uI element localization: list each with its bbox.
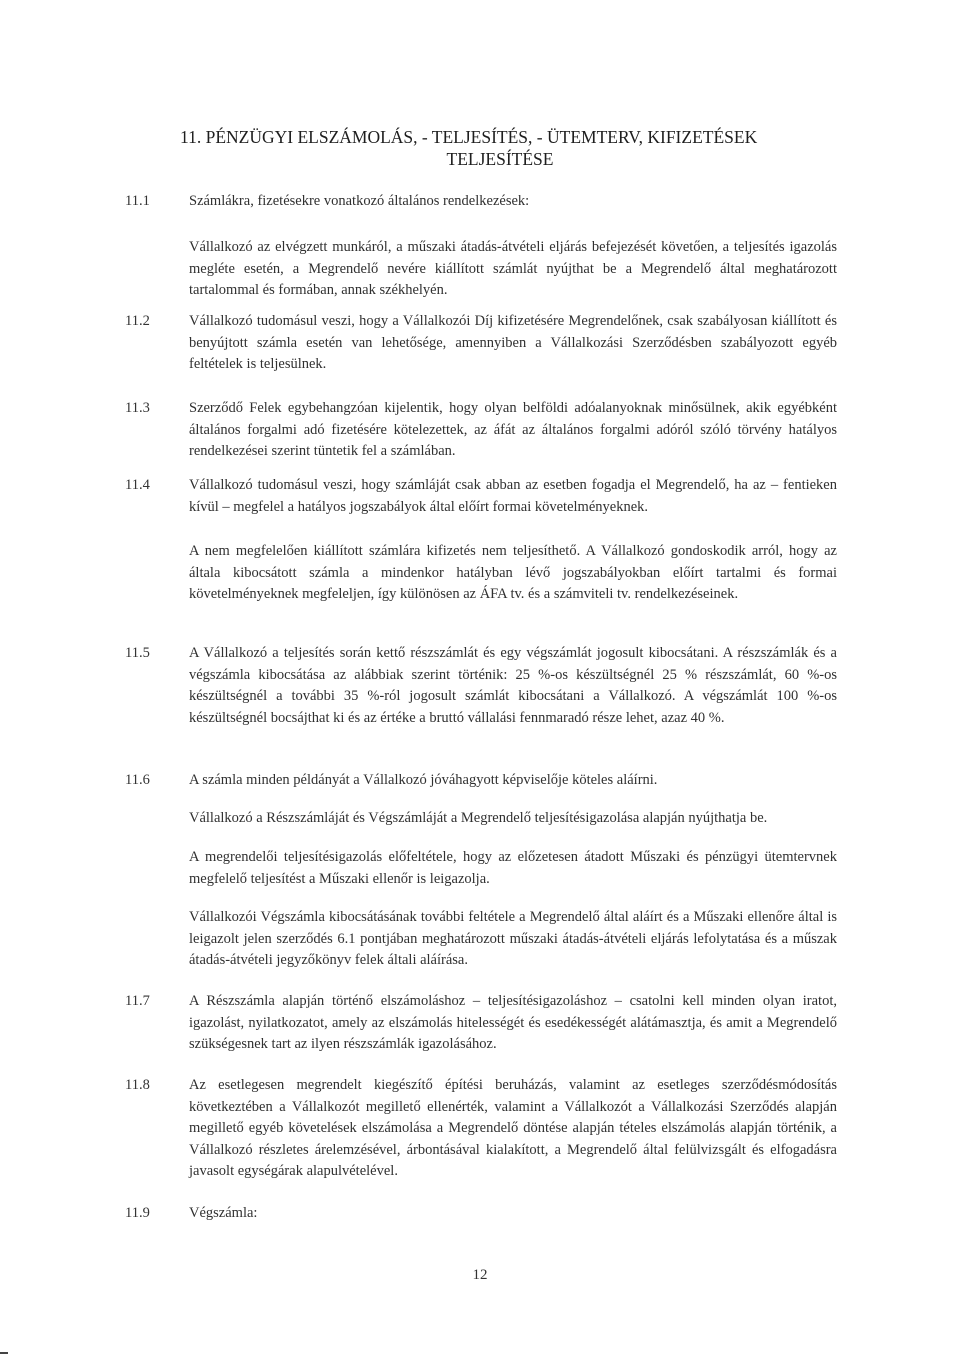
section-paragraph: Az esetlegesen megrendelt kiegészítő építési beruházás, valamint az esetleges szerződésmódosítás következtében a Vállalkozót megillető ellenérték, valamint a Vállalkozót a Vállalkozási Szerződés alapján megillető egyéb követelések elszámolása a Megrendelő döntése alapján tételes elszámolás alapján történik, a Vállalkozó részletes árelemzésével, árbontásával kialakított, a Megrendelő által felülvizsgált és elfogadásra javasolt egységárak alapulvételével. [189, 1077, 837, 1180]
section-number: 11.7 [125, 993, 150, 1009]
section-paragraph: Szerződő Felek egybehangzóan kijelentik, hogy olyan belföldi adóalanyoknak minősülnek, akik egyébként általános forgalmi adó fizetésére kötelezettek, az áfát az általános forgalmi adóról szóló törvény hatályos rendelkezései szerint tüntetik fel a számlában. [189, 400, 837, 460]
section-paragraph: Vállalkozó tudomásul veszi, hogy a Vállalkozói Díj kifizetésére Megrendelőnek, csak szabályosan kiállított és benyújtott számla esetén van lehetősége, amennyiben a Vállalkozási Szerződésben szabályozott egyéb feltételek is teljesülnek. [189, 313, 837, 373]
section-paragraph: Vállalkozó a Részszámláját és Végszámláját a Megrendelő teljesítésigazolása alapján nyújthatja be. [189, 810, 768, 826]
scan-edge-mark [0, 1352, 8, 1354]
section-paragraph: Vállalkozó az elvégzett munkáról, a műszaki átadás-átvételi eljárás befejezését követően, a teljesítés igazolás meglétе esetén, a Megrendelő nevére kiállított számlát nyújthat be a Megrendelő által meghatározott tartalommal és formában, annak székhelyén. [189, 239, 837, 299]
section-paragraph: A számla minden példányát a Vállalkozó jóváhagyott képviselője köteles aláírni. [189, 772, 658, 788]
section-number: 11.4 [125, 477, 150, 493]
title-line-2: TELJESÍTÉSE [446, 149, 554, 169]
section-number: 11.2 [125, 313, 150, 329]
section-paragraph: A Vállalkozó a teljesítés során kettő részszámlát és egy végszámlát jogosult kibocsátani. A részszámlák és a végszámla kibocsátása az alábbiak szerint történik: 25 %-os készültségnél 25 % részszámlát, 60 %-os készültségnél a további 35 %-ról jogosult számlát kibocsátani a Vállalkozó. A végszámlát 100 %-os készültségnél bocsájthat ki és az értéke a bruttó vállalási fennmaradó része lehet, azaz 40 %. [189, 645, 837, 726]
section-number: 11.9 [125, 1205, 150, 1221]
section-number: 11.6 [125, 772, 150, 788]
section-number: 11.3 [125, 400, 150, 416]
section-paragraph: Számlákra, fizetésekre vonatkozó általános rendelkezések: [189, 193, 530, 209]
title-line-1: 11. PÉNZÜGYI ELSZÁMOLÁS, - TELJESÍTÉS, - ÜTEMTERV, KIFIZETÉSEK [180, 127, 758, 147]
section-paragraph: Végszámla: [189, 1205, 258, 1221]
section-paragraph: A Részszámla alapján történő elszámoláshoz – teljesítésigazoláshoz – csatolni kell minden olyan iratot, igazolást, nyilatkozatot, amely az elszámolás hitelességét és esedékességét alátámasztja, és amit a Megrendelő szükségesnek tart az ilyen részszámlák igazolásához. [189, 993, 837, 1053]
section-paragraph: Vállalkozó tudomásul veszi, hogy számláját csak abban az esetben fogadja el Megrendelő, ha az – fentieken kívül – megfelel a hatályos jogszabályok által előírt formai követelményeknek. [189, 477, 837, 515]
section-number: 11.5 [125, 645, 150, 661]
page-number: 12 [472, 1267, 488, 1283]
section-paragraph: A nem megfelelően kiállított számlára kifizetés nem teljesíthető. A Vállalkozó gondoskodik arról, hogy az általa kibocsátott számla a mindenkor hatályban lévő jogszabályokban előírt tartalmi és formai követelményeknek megfeleljen, így különösen az ÁFA tv. és a számviteli tv. rendelkezéseinek. [189, 543, 837, 603]
section-number: 11.8 [125, 1077, 150, 1093]
page-title [180, 126, 820, 170]
section-number: 11.1 [125, 193, 150, 209]
section-paragraph: A megrendelői teljesítésigazolás előfeltétele, hogy az előzetesen átadott Műszaki és pénzügyi ütemtervnek megfelelő teljesítést a Műszaki ellenőr is leigazolja. [189, 849, 837, 887]
section-paragraph: Vállalkozói Végszámla kibocsátásának további feltétele a Megrendelő által aláírt és a Műszaki ellenőre által is leigazolt jelen szerződés 6.1 pontjában meghatározott műszaki átadás-átvételi eljárás lefolytatása és a műszak átadás-átvételi jegyzőkönyv felek általi aláírása. [189, 909, 837, 969]
